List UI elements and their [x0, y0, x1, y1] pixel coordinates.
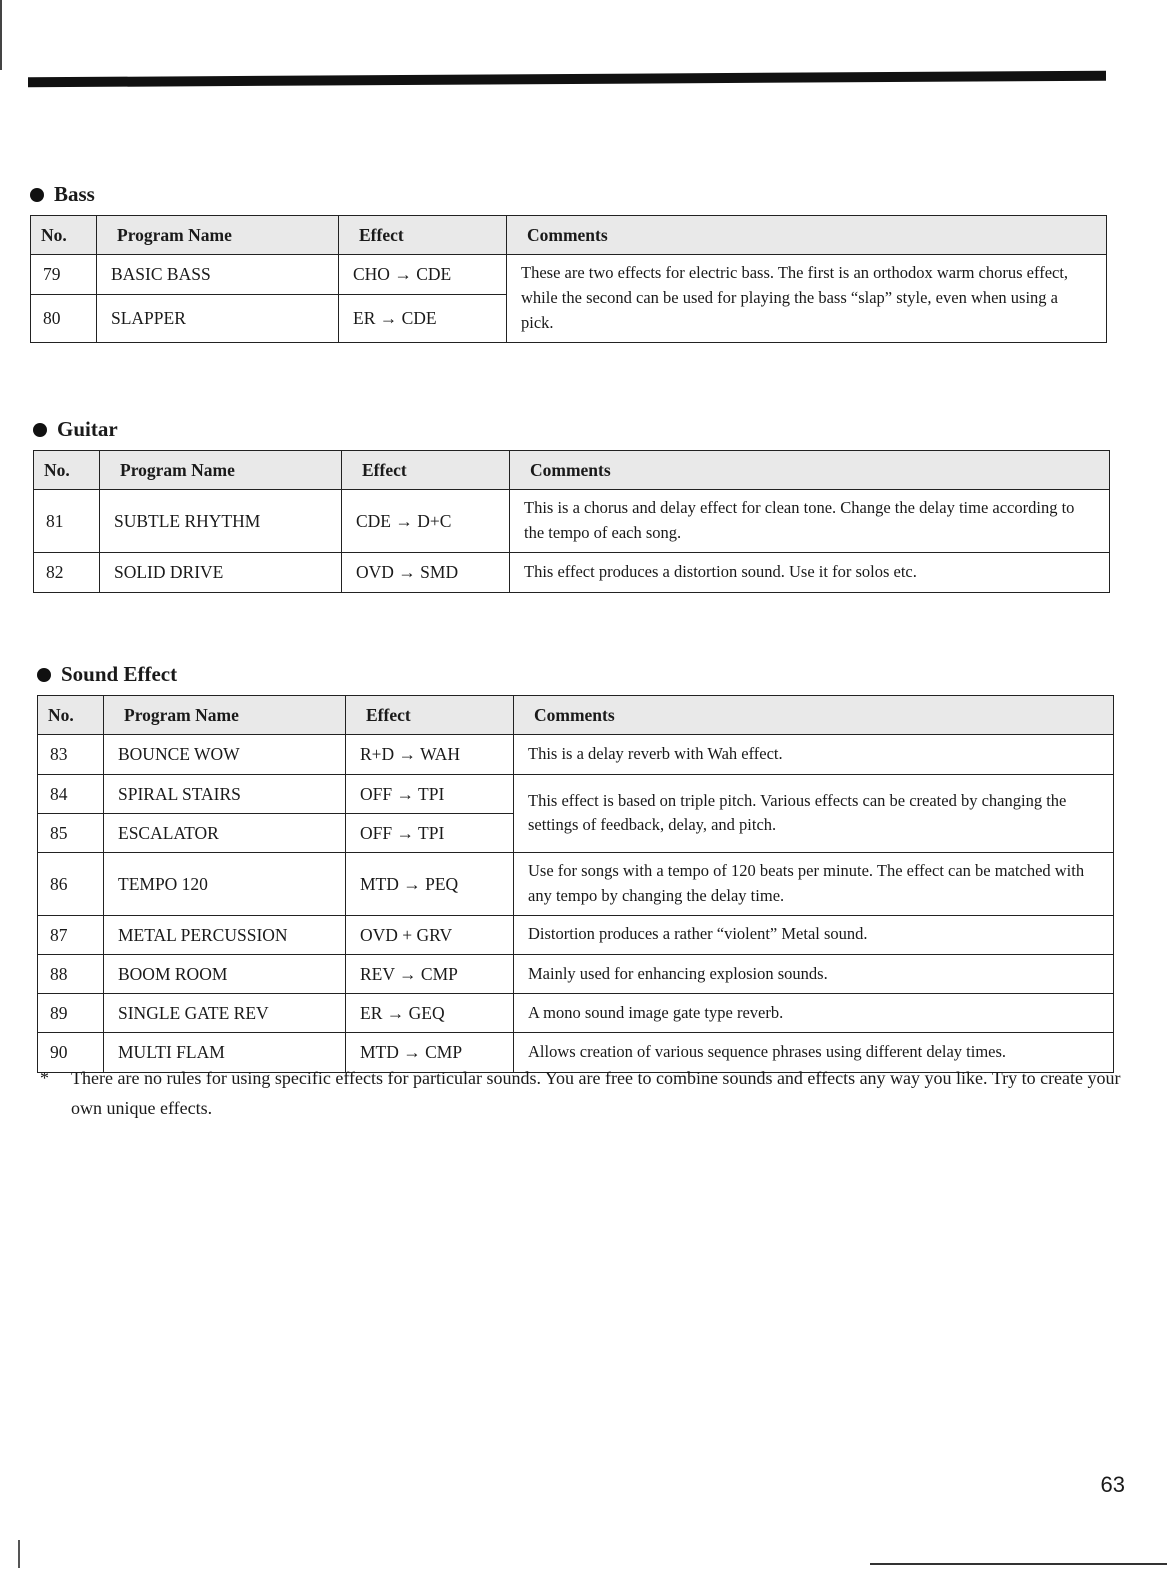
row-comment: This is a delay reverb with Wah effect. — [514, 735, 1114, 774]
guitar-table — [33, 450, 1110, 593]
section-title: Guitar — [57, 417, 118, 441]
row-comment: These are two effects for electric bass. The first is an orthodox warm chorus effect, while the second can be used for playing the bass “slap” style, even when using a pick. — [507, 255, 1107, 342]
row-program: BOOM ROOM — [104, 954, 346, 993]
table-row — [38, 774, 1114, 813]
row-comment: Allows creation of various sequence phrases using different delay times. — [514, 1033, 1114, 1072]
row-no: 79 — [31, 255, 97, 294]
row-program: SINGLE GATE REV — [104, 994, 346, 1033]
row-program: METAL PERCUSSION — [104, 915, 346, 954]
table-row — [38, 735, 1114, 774]
scan-bottom-mark — [18, 1540, 20, 1568]
row-no: 81 — [34, 490, 100, 553]
table-row — [38, 853, 1114, 916]
row-effect: ER → CDE — [339, 294, 507, 342]
section-title: Sound Effect — [61, 662, 178, 686]
col-header-no: No. — [31, 216, 97, 255]
row-effect: OFF → TPI — [346, 774, 514, 813]
bullet-icon — [30, 188, 44, 202]
row-comment: This is a chorus and delay effect for clean tone. Change the delay time according to the tempo of each song. — [510, 490, 1110, 553]
row-program: MULTI FLAM — [104, 1033, 346, 1072]
top-rule — [28, 71, 1106, 88]
row-no: 86 — [38, 853, 104, 916]
scan-corner-mark — [0, 0, 12, 70]
row-no: 83 — [38, 735, 104, 774]
table-row — [38, 915, 1114, 954]
col-header-comments: Comments — [507, 216, 1107, 255]
bullet-icon — [37, 668, 51, 682]
row-effect: MTD → PEQ — [346, 853, 514, 916]
row-comment: Mainly used for enhancing explosion sounds. — [514, 954, 1114, 993]
row-effect: MTD → CMP — [346, 1033, 514, 1072]
row-no: 85 — [38, 813, 104, 852]
section-title: Bass — [54, 182, 95, 206]
row-effect: OFF → TPI — [346, 813, 514, 852]
row-effect: OVD → SMD — [342, 552, 510, 592]
row-comment: Use for songs with a tempo of 120 beats per minute. The effect can be matched with any tempo by changing the delay time. — [514, 853, 1114, 916]
row-effect: CHO → CDE — [339, 255, 507, 294]
section-heading — [30, 182, 1107, 207]
table-row — [38, 994, 1114, 1033]
row-effect: R+D → WAH — [346, 735, 514, 774]
col-header-effect: Effect — [339, 216, 507, 255]
section-heading — [37, 662, 1114, 687]
row-no: 88 — [38, 954, 104, 993]
row-no: 82 — [34, 552, 100, 592]
bullet-icon — [33, 423, 47, 437]
table-header-row — [34, 451, 1110, 490]
row-comment: This effect is based on triple pitch. Various effects can be created by changing the settings of feedback, delay, and pitch. — [514, 774, 1114, 853]
row-comment: This effect produces a distortion sound. Use it for solos etc. — [510, 552, 1110, 592]
section-sound-effect — [37, 662, 1114, 1073]
table-header-row — [38, 696, 1114, 735]
section-guitar — [33, 417, 1110, 593]
row-no: 80 — [31, 294, 97, 342]
col-header-comments: Comments — [510, 451, 1110, 490]
footnote-text: There are no rules for using specific effects for particular sounds. You are free to combine sounds and effects any way you like. Try to create your own unique effects. — [71, 1068, 1121, 1118]
section-heading — [33, 417, 1110, 442]
row-comment: Distortion produces a rather “violent” Metal sound. — [514, 915, 1114, 954]
row-program: BOUNCE WOW — [104, 735, 346, 774]
col-header-program: Program Name — [97, 216, 339, 255]
footnote — [40, 1064, 1125, 1123]
section-bass — [30, 182, 1107, 343]
row-effect: OVD + GRV — [346, 915, 514, 954]
row-effect: ER → GEQ — [346, 994, 514, 1033]
col-header-effect: Effect — [342, 451, 510, 490]
row-no: 90 — [38, 1033, 104, 1072]
footnote-marker: * — [40, 1068, 49, 1088]
row-no: 89 — [38, 994, 104, 1033]
row-comment: A mono sound image gate type reverb. — [514, 994, 1114, 1033]
page-number: 63 — [1100, 1472, 1125, 1497]
col-header-comments: Comments — [514, 696, 1114, 735]
col-header-program: Program Name — [100, 451, 342, 490]
row-no: 84 — [38, 774, 104, 813]
row-program: SPIRAL STAIRS — [104, 774, 346, 813]
sound-effect-table — [37, 695, 1114, 1073]
scan-bottom-line — [870, 1563, 1167, 1565]
row-effect: CDE → D+C — [342, 490, 510, 553]
bass-table — [30, 215, 1107, 343]
row-program: ESCALATOR — [104, 813, 346, 852]
col-header-no: No. — [34, 451, 100, 490]
row-program: BASIC BASS — [97, 255, 339, 294]
table-row — [38, 954, 1114, 993]
row-effect: REV → CMP — [346, 954, 514, 993]
col-header-effect: Effect — [346, 696, 514, 735]
row-no: 87 — [38, 915, 104, 954]
table-row — [31, 255, 1107, 294]
row-program: SOLID DRIVE — [100, 552, 342, 592]
col-header-program: Program Name — [104, 696, 346, 735]
row-program: TEMPO 120 — [104, 853, 346, 916]
row-program: SLAPPER — [97, 294, 339, 342]
table-row — [34, 552, 1110, 592]
row-program: SUBTLE RHYTHM — [100, 490, 342, 553]
table-row — [34, 490, 1110, 553]
table-header-row — [31, 216, 1107, 255]
col-header-no: No. — [38, 696, 104, 735]
